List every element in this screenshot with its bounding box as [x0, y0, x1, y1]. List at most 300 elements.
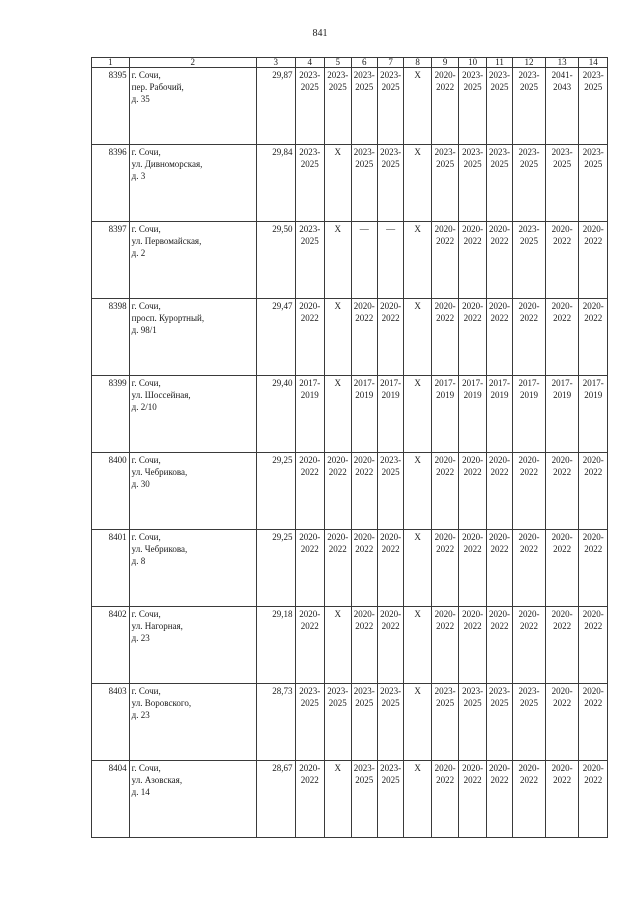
- period-cell: [295, 761, 325, 838]
- period-line: X: [414, 147, 421, 157]
- address-line: ул. Воровского,: [131, 698, 192, 708]
- period-line: 2020-: [551, 609, 573, 619]
- table-row: [92, 530, 608, 607]
- table-row: [92, 145, 608, 222]
- period-line: 2020-: [489, 301, 511, 311]
- period-line: 2020-: [353, 455, 375, 465]
- period-line: 2023-: [462, 70, 484, 80]
- address-cell: [129, 761, 256, 838]
- period-line: 2025: [328, 698, 347, 708]
- period-cell: [459, 299, 486, 376]
- period-line: X: [414, 532, 421, 542]
- period-line: 2023-: [489, 147, 511, 157]
- period-line: 2017-: [353, 378, 375, 388]
- table-row: [92, 684, 608, 761]
- period-line: 2022: [300, 775, 319, 785]
- period-line: 2022: [553, 544, 572, 554]
- period-line: 2020-: [353, 532, 375, 542]
- period-cell: [404, 453, 431, 530]
- period-line: 2023-: [489, 70, 511, 80]
- address-line: г. Сочи,: [131, 532, 161, 542]
- period-line: 2025: [520, 159, 539, 169]
- period-cell: [295, 376, 325, 453]
- period-cell: [404, 684, 431, 761]
- column-number: 4: [295, 58, 325, 68]
- period-cell: [459, 530, 486, 607]
- period-cell: [377, 299, 403, 376]
- address-line: просп. Курортный,: [131, 313, 205, 323]
- period-line: 2020-: [380, 301, 402, 311]
- period-line: 2020-: [299, 763, 321, 773]
- period-line: 2025: [355, 82, 374, 92]
- record-number: 8398: [92, 299, 130, 376]
- period-line: 2022: [553, 313, 572, 323]
- period-line: 2022: [436, 467, 455, 477]
- table-row: [92, 222, 608, 299]
- address-cell: [129, 607, 256, 684]
- period-line: 2017-: [299, 378, 321, 388]
- period-line: 2020-: [434, 763, 456, 773]
- period-line: X: [414, 378, 421, 388]
- period-cell: [579, 68, 608, 145]
- period-cell: [545, 299, 579, 376]
- period-line: 2022: [381, 621, 400, 631]
- column-number: 11: [486, 58, 512, 68]
- period-line: 2023-: [380, 686, 402, 696]
- period-line: 2017-: [489, 378, 511, 388]
- table-row: [92, 607, 608, 684]
- period-cell: [431, 376, 458, 453]
- address-line: д. 3: [131, 171, 146, 181]
- period-line: 2020-: [489, 455, 511, 465]
- period-line: 2022: [436, 82, 455, 92]
- period-cell: [459, 684, 486, 761]
- period-cell: [351, 68, 377, 145]
- period-cell: [579, 761, 608, 838]
- period-line: 2020-: [462, 301, 484, 311]
- address-line: ул. Чебрикова,: [131, 467, 188, 477]
- period-line: 2023-: [327, 686, 349, 696]
- period-cell: [404, 68, 431, 145]
- period-line: 2020-: [582, 609, 604, 619]
- period-line: 2020-: [551, 532, 573, 542]
- period-line: 2023-: [380, 455, 402, 465]
- period-cell: [404, 376, 431, 453]
- period-cell: [351, 222, 377, 299]
- period-cell: [325, 68, 351, 145]
- period-cell: [377, 453, 403, 530]
- period-cell: [351, 684, 377, 761]
- period-line: 2025: [355, 698, 374, 708]
- period-line: 2023-: [518, 686, 540, 696]
- period-line: 2025: [520, 698, 539, 708]
- period-line: 2019: [436, 390, 455, 400]
- area-cell: 29,50: [256, 222, 295, 299]
- period-line: 2022: [328, 544, 347, 554]
- period-cell: [486, 453, 512, 530]
- period-cell: [545, 684, 579, 761]
- period-line: 2020-: [327, 455, 349, 465]
- period-cell: [295, 453, 325, 530]
- period-cell: [486, 145, 512, 222]
- record-number: 8399: [92, 376, 130, 453]
- period-line: 2022: [463, 467, 482, 477]
- record-number: 8402: [92, 607, 130, 684]
- period-line: 2020-: [582, 763, 604, 773]
- period-cell: [486, 222, 512, 299]
- period-line: 2022: [300, 313, 319, 323]
- period-cell: [545, 376, 579, 453]
- period-line: 2022: [553, 467, 572, 477]
- period-cell: [513, 68, 546, 145]
- period-line: X: [334, 224, 342, 234]
- period-line: 2022: [520, 621, 539, 631]
- period-line: 2025: [553, 159, 572, 169]
- record-number: 8403: [92, 684, 130, 761]
- period-line: 2025: [436, 159, 455, 169]
- period-cell: [579, 453, 608, 530]
- period-line: 2020-: [551, 686, 573, 696]
- period-cell: [486, 684, 512, 761]
- period-line: 2020-: [353, 301, 375, 311]
- period-line: 2025: [381, 467, 400, 477]
- period-cell: [579, 607, 608, 684]
- period-line: 2020-: [353, 609, 375, 619]
- period-line: 2023-: [353, 70, 375, 80]
- period-cell: [459, 68, 486, 145]
- period-line: 2025: [355, 775, 374, 785]
- address-line: г. Сочи,: [131, 763, 161, 773]
- period-line: 2020-: [582, 455, 604, 465]
- period-line: 2025: [490, 82, 509, 92]
- address-line: пер. Рабочий,: [131, 82, 184, 92]
- period-line: 2023-: [462, 686, 484, 696]
- period-line: 2022: [355, 544, 374, 554]
- period-cell: [404, 299, 431, 376]
- period-line: 2043: [553, 82, 572, 92]
- period-line: 2022: [355, 313, 374, 323]
- period-line: 2025: [463, 159, 482, 169]
- period-cell: [513, 530, 546, 607]
- period-line: 2017-: [551, 378, 573, 388]
- period-cell: [459, 761, 486, 838]
- period-cell: [351, 607, 377, 684]
- period-line: 2023-: [380, 763, 402, 773]
- area-cell: 29,84: [256, 145, 295, 222]
- period-line: 2023-: [518, 147, 540, 157]
- period-line: 2020-: [518, 455, 540, 465]
- period-line: X: [334, 609, 342, 619]
- period-cell: [513, 222, 546, 299]
- column-number: 7: [377, 58, 403, 68]
- period-cell: [513, 299, 546, 376]
- area-cell: 28,67: [256, 761, 295, 838]
- period-line: 2020-: [299, 301, 321, 311]
- period-line: 2022: [300, 621, 319, 631]
- period-cell: [295, 222, 325, 299]
- period-line: X: [334, 301, 342, 311]
- period-cell: [579, 530, 608, 607]
- period-cell: [404, 530, 431, 607]
- record-number: 8400: [92, 453, 130, 530]
- period-cell: [545, 453, 579, 530]
- period-line: 2019: [553, 390, 572, 400]
- period-line: X: [334, 378, 342, 388]
- period-line: 2022: [463, 544, 482, 554]
- period-cell: [459, 222, 486, 299]
- address-line: г. Сочи,: [131, 378, 161, 388]
- period-line: 2022: [553, 775, 572, 785]
- record-number: 8401: [92, 530, 130, 607]
- period-cell: [351, 376, 377, 453]
- table-row: [92, 299, 608, 376]
- address-line: д. 35: [131, 94, 150, 104]
- period-line: 2020-: [518, 763, 540, 773]
- period-line: 2023-: [489, 686, 511, 696]
- address-line: г. Сочи,: [131, 70, 161, 80]
- table-row: [92, 761, 608, 838]
- period-line: X: [334, 763, 342, 773]
- period-line: 2020-: [518, 301, 540, 311]
- period-line: X: [414, 455, 421, 465]
- period-line: 2020-: [489, 532, 511, 542]
- period-line: 2020-: [551, 224, 573, 234]
- address-line: д. 8: [131, 556, 146, 566]
- period-line: 2025: [328, 82, 347, 92]
- address-line: ул. Чебрикова,: [131, 544, 188, 554]
- period-line: 2017-: [582, 378, 604, 388]
- period-line: 2025: [381, 82, 400, 92]
- period-line: 2025: [300, 698, 319, 708]
- period-line: 2017-: [462, 378, 484, 388]
- area-cell: 29,47: [256, 299, 295, 376]
- period-line: 2022: [490, 775, 509, 785]
- period-line: 2020-: [434, 455, 456, 465]
- period-line: 2019: [463, 390, 482, 400]
- period-line: 2022: [463, 621, 482, 631]
- address-line: г. Сочи,: [131, 455, 161, 465]
- period-line: 2020-: [380, 532, 402, 542]
- address-cell: [129, 684, 256, 761]
- area-cell: 29,40: [256, 376, 295, 453]
- period-cell: [431, 453, 458, 530]
- address-cell: [129, 145, 256, 222]
- table-body: [92, 58, 608, 838]
- period-line: 2020-: [434, 70, 456, 80]
- period-line: 2022: [381, 544, 400, 554]
- column-number: 6: [351, 58, 377, 68]
- period-cell: [579, 222, 608, 299]
- period-line: 2023-: [299, 70, 321, 80]
- period-line: 2022: [490, 621, 509, 631]
- period-cell: [351, 530, 377, 607]
- column-number: 9: [431, 58, 458, 68]
- period-line: 2022: [328, 467, 347, 477]
- address-cell: [129, 453, 256, 530]
- period-line: 2023-: [299, 686, 321, 696]
- address-cell: [129, 68, 256, 145]
- period-line: X: [414, 301, 421, 311]
- column-number: 13: [545, 58, 579, 68]
- period-line: 2022: [584, 313, 603, 323]
- period-line: 2020-: [462, 609, 484, 619]
- record-number: 8397: [92, 222, 130, 299]
- period-line: 2022: [490, 544, 509, 554]
- period-cell: [459, 376, 486, 453]
- period-cell: [486, 376, 512, 453]
- period-cell: [459, 145, 486, 222]
- period-cell: [325, 299, 351, 376]
- period-cell: [431, 530, 458, 607]
- period-line: 2020-: [489, 763, 511, 773]
- period-line: 2020-: [462, 763, 484, 773]
- period-line: 2022: [553, 236, 572, 246]
- period-line: 2023-: [380, 147, 402, 157]
- period-line: 2023-: [518, 224, 540, 234]
- period-line: 2017-: [518, 378, 540, 388]
- period-cell: [545, 530, 579, 607]
- column-number-row: [92, 58, 608, 68]
- period-line: 2025: [490, 159, 509, 169]
- period-cell: [545, 68, 579, 145]
- period-line: 2025: [300, 236, 319, 246]
- period-line: 2023-: [380, 70, 402, 80]
- period-line: 2022: [436, 621, 455, 631]
- period-line: 2023-: [582, 70, 604, 80]
- period-line: 2023-: [299, 224, 321, 234]
- period-line: 2020-: [462, 455, 484, 465]
- column-number: 14: [579, 58, 608, 68]
- record-number: 8395: [92, 68, 130, 145]
- period-cell: [325, 684, 351, 761]
- period-cell: [431, 299, 458, 376]
- period-cell: [377, 761, 403, 838]
- period-line: 2019: [355, 390, 374, 400]
- period-line: 2025: [381, 159, 400, 169]
- period-line: 2025: [436, 698, 455, 708]
- period-line: 2019: [520, 390, 539, 400]
- area-cell: 28,73: [256, 684, 295, 761]
- period-line: 2020-: [489, 224, 511, 234]
- period-line: 2022: [584, 698, 603, 708]
- period-cell: [513, 684, 546, 761]
- period-cell: [486, 607, 512, 684]
- period-line: 2022: [584, 236, 603, 246]
- period-line: 2025: [381, 698, 400, 708]
- address-line: д. 2/10: [131, 402, 157, 412]
- period-line: 2022: [490, 236, 509, 246]
- period-cell: [579, 145, 608, 222]
- period-line: 2022: [381, 313, 400, 323]
- record-number: 8396: [92, 145, 130, 222]
- period-line: 2020-: [434, 532, 456, 542]
- period-line: 2017-: [434, 378, 456, 388]
- period-line: 2022: [300, 544, 319, 554]
- period-line: 2020-: [582, 532, 604, 542]
- period-line: 2023-: [353, 763, 375, 773]
- address-line: ул. Дивноморская,: [131, 159, 203, 169]
- address-line: ул. Шоссейная,: [131, 390, 191, 400]
- period-line: 2022: [436, 775, 455, 785]
- period-cell: [351, 761, 377, 838]
- period-line: 2020-: [582, 224, 604, 234]
- period-cell: [513, 453, 546, 530]
- period-line: 2022: [355, 621, 374, 631]
- address-line: д. 30: [131, 479, 150, 489]
- page-number: 841: [312, 28, 328, 39]
- period-cell: [351, 145, 377, 222]
- period-line: 2020-: [518, 532, 540, 542]
- address-line: д. 2: [131, 248, 146, 258]
- column-number: 12: [513, 58, 546, 68]
- period-line: 2022: [520, 467, 539, 477]
- period-cell: [431, 222, 458, 299]
- period-line: 2019: [381, 390, 400, 400]
- period-line: 2023-: [582, 147, 604, 157]
- period-line: 2019: [490, 390, 509, 400]
- period-line: 2020-: [434, 224, 456, 234]
- period-cell: [377, 222, 403, 299]
- address-cell: [129, 530, 256, 607]
- period-line: 2022: [520, 544, 539, 554]
- period-line: 2020-: [551, 763, 573, 773]
- period-line: 2023-: [353, 147, 375, 157]
- period-line: 2020-: [299, 609, 321, 619]
- period-line: 2022: [553, 698, 572, 708]
- period-line: 2022: [436, 544, 455, 554]
- period-line: 2017-: [380, 378, 402, 388]
- period-line: —: [359, 224, 369, 234]
- housing-register-table: [91, 57, 608, 838]
- period-cell: [579, 299, 608, 376]
- column-number: 8: [404, 58, 431, 68]
- period-cell: [431, 761, 458, 838]
- period-line: 2020-: [462, 224, 484, 234]
- period-line: 2022: [584, 775, 603, 785]
- record-number: 8404: [92, 761, 130, 838]
- period-cell: [377, 145, 403, 222]
- period-cell: [431, 68, 458, 145]
- period-line: X: [414, 609, 421, 619]
- period-line: 2020-: [299, 455, 321, 465]
- period-line: X: [414, 70, 421, 80]
- period-line: 2020-: [518, 609, 540, 619]
- period-cell: [377, 607, 403, 684]
- address-line: ул. Нагорная,: [131, 621, 183, 631]
- column-number: 10: [459, 58, 486, 68]
- period-cell: [325, 761, 351, 838]
- period-cell: [486, 299, 512, 376]
- period-cell: [431, 684, 458, 761]
- period-line: 2020-: [551, 301, 573, 311]
- period-line: 2025: [463, 82, 482, 92]
- period-cell: [459, 607, 486, 684]
- period-cell: [325, 222, 351, 299]
- period-cell: [404, 145, 431, 222]
- address-line: д. 98/1: [131, 325, 157, 335]
- address-line: г. Сочи,: [131, 686, 161, 696]
- address-cell: [129, 222, 256, 299]
- period-cell: [325, 145, 351, 222]
- column-number: 5: [325, 58, 351, 68]
- period-line: 2020-: [551, 455, 573, 465]
- period-cell: [486, 68, 512, 145]
- period-line: 2022: [436, 236, 455, 246]
- period-line: 2020-: [582, 301, 604, 311]
- table-row: [92, 376, 608, 453]
- address-line: д. 14: [131, 787, 150, 797]
- period-line: 2025: [381, 775, 400, 785]
